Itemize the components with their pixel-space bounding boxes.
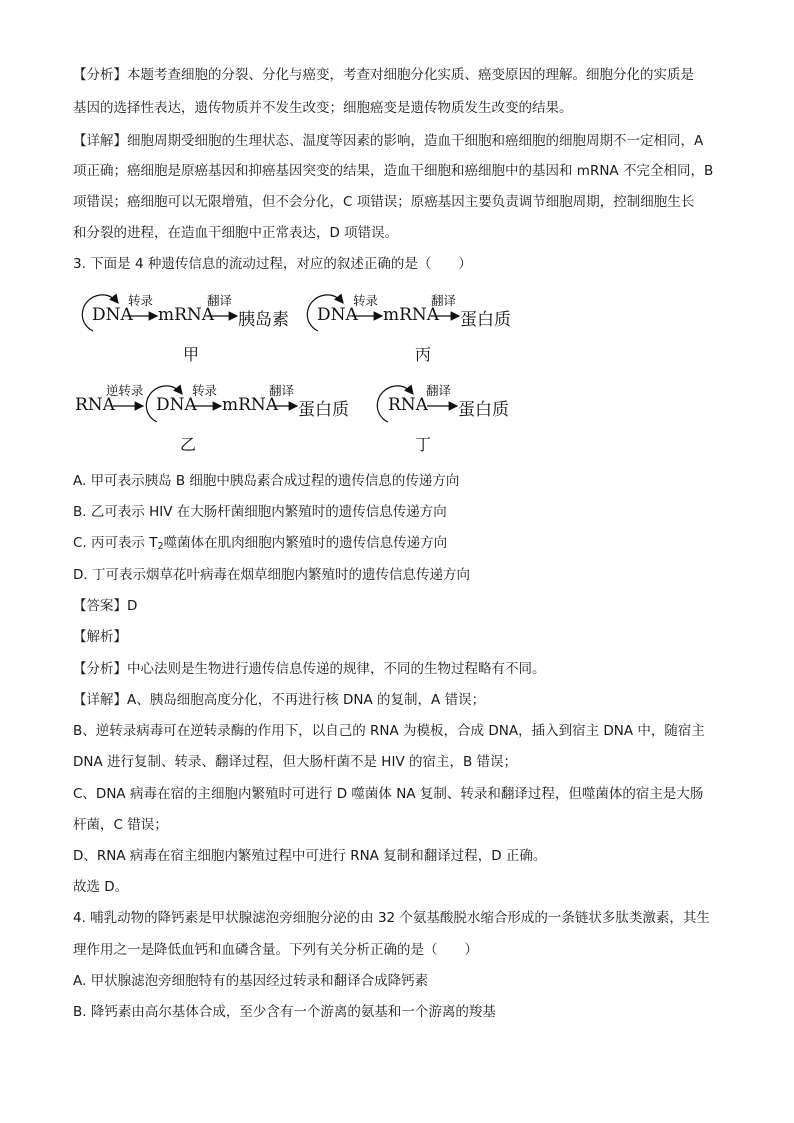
protein-node: 蛋白质 <box>458 400 509 420</box>
option-b: B. 乙可表示 HIV 在大肠杆菌细胞内繁殖时的遗传信息传递方向 <box>73 504 447 520</box>
text-line: 项错误；癌细胞可以无限增殖，但不会分化，C 项错误；原癌基因主要负责调节细胞周期，控制细胞生长 <box>73 194 695 210</box>
question-4: 4. 哺乳动物的降钙素是甲状腺滤泡旁细胞分泌的由 32 个氨基酸脱水缩合形成的一条链状多肽类激素，其生 <box>73 910 710 926</box>
diagram-label-jia: 甲 <box>183 345 200 364</box>
option-c-text: C. 丙可表示 T <box>73 535 158 551</box>
mrna-node: mRNA <box>222 395 279 415</box>
text-line: C、DNA 病毒在宿的主细胞内繁殖时可进行 D 噬菌体 NA 复制、转录和翻译过程，但噬菌体的宿主是大肠 <box>73 786 704 802</box>
question-3: 3. 下面是 4 种遗传信息的流动过程，对应的叙述正确的是（ ） <box>73 256 472 272</box>
text-line: D、RNA 病毒在宿主细胞内繁殖过程中可进行 RNA 复制和翻译过程，D 正确。 <box>73 848 547 864</box>
translation-label: 翻译 <box>426 383 452 398</box>
text-line: 【详解】细胞周期受细胞的生理状态、温度等因素的影响，造血干细胞和癌细胞的细胞周期不一定相同，A <box>73 133 704 149</box>
subscript: 2 <box>157 541 164 552</box>
text-line: 理作用之一是降低血钙和血磷含量。下列有关分析正确的是（ ） <box>73 942 478 958</box>
option-b: B. 降钙素由高尔基体合成，至少含有一个游离的氨基和一个游离的羧基 <box>73 1004 496 1020</box>
text-line: DNA 进行复制、转录、翻译过程，但大肠杆菌不是 HIV 的宿主，B 错误； <box>73 754 518 770</box>
option-c-text-rest: 噬菌体在肌肉细胞内繁殖时的遗传信息传递方向 <box>163 535 448 551</box>
option-a: A. 甲状腺滤泡旁细胞特有的基因经过转录和翻译合成降钙素 <box>73 973 429 989</box>
text-line: B、逆转录病毒可在逆转录酶的作用下，以自己的 RNA 为模板，合成 DNA，插入到宿主 DNA 中，随宿主 <box>73 723 705 739</box>
explanation-label: 【解析】 <box>73 629 127 645</box>
dna-node: DNA <box>156 395 197 415</box>
transcription-label: 转录 <box>353 293 379 308</box>
text-line: 【详解】A、胰岛细胞高度分化，不再进行核 DNA 的复制，A 错误； <box>73 692 486 708</box>
dna-node: DNA <box>317 305 358 325</box>
dna-node: DNA <box>92 305 133 325</box>
reverse-transcription-label: 逆转录 <box>106 383 144 398</box>
translation-label: 翻译 <box>207 293 233 308</box>
protein-node: 蛋白质 <box>298 400 349 420</box>
option-d: D. 丁可表示烟草花叶病毒在烟草细胞内繁殖时的遗传信息传递方向 <box>73 567 470 583</box>
text-line: 【分析】中心法则是生物进行遗传信息传递的规律，不同的生物过程略有不同。 <box>73 661 546 677</box>
protein-node: 蛋白质 <box>460 310 511 330</box>
option-a: A. 甲可表示胰岛 B 细胞中胰岛素合成过程的遗传信息的传递方向 <box>73 473 460 489</box>
text-line: 和分裂的进程，在造血干细胞中正常表达，D 项错误。 <box>73 225 399 241</box>
rna-node: RNA <box>388 395 428 415</box>
answer-label: 【答案】D <box>73 598 138 614</box>
mrna-node: mRNA <box>158 305 215 325</box>
diagram-label-bing: 丙 <box>415 345 432 364</box>
text-line: 故选 D。 <box>73 879 129 895</box>
option-c <box>73 533 728 557</box>
diagram-label-yi: 乙 <box>180 435 197 454</box>
translation-label: 翻译 <box>269 383 295 398</box>
text-line: 项正确；癌细胞是原癌基因和抑癌基因突变的结果，造血干细胞和癌细胞中的基因和 mRNA 不完全相同，B <box>73 163 714 179</box>
translation-label: 翻译 <box>431 293 457 308</box>
diagram-label-ding: 丁 <box>415 435 432 454</box>
information-flow-diagram <box>0 0 794 470</box>
text-line: 【分析】本题考查细胞的分裂、分化与癌变，考查对细胞分化实质、癌变原因的理解。细胞分化的实质是 <box>73 67 694 83</box>
text-line: 杆菌，C 错误； <box>73 817 168 833</box>
transcription-label: 转录 <box>192 383 218 398</box>
rna-node: RNA <box>75 395 115 415</box>
transcription-label: 转录 <box>128 293 154 308</box>
insulin-node: 胰岛素 <box>238 310 289 330</box>
text-line: 基因的选择性表达，遗传物质并不发生改变；细胞癌变是遗传物质发生改变的结果。 <box>73 100 573 116</box>
mrna-node: mRNA <box>383 305 440 325</box>
